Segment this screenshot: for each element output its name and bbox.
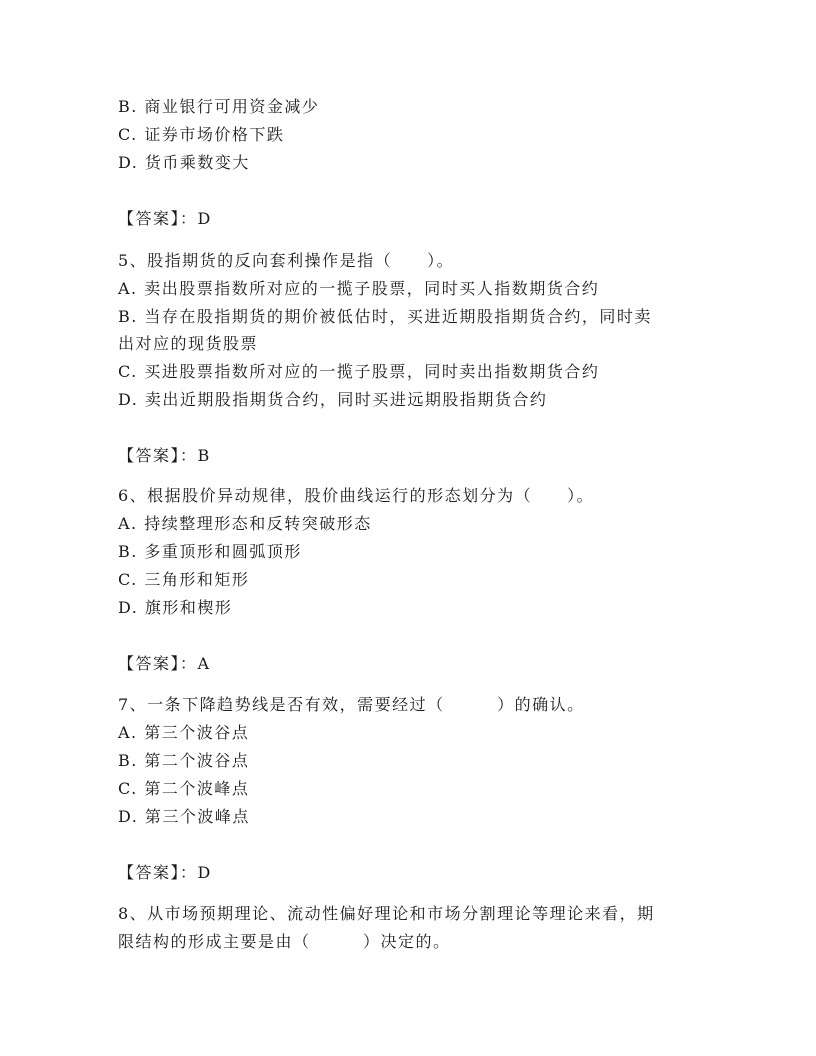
q5-stem: 5、股指期货的反向套利操作是指（ ）。 bbox=[118, 251, 455, 270]
q5-option-d: D. 卖出近期股指期货合约，同时买进远期股指期货合约 bbox=[118, 390, 548, 409]
q5-option-b-continued: 出对应的现货股票 bbox=[118, 334, 259, 353]
q4-option-d: D. 货币乘数变大 bbox=[118, 153, 250, 172]
q5-option-a: A. 卖出股票指数所对应的一揽子股票，同时买人指数期货合约 bbox=[118, 279, 600, 298]
q5-option-b: B. 当存在股指期货的期价被低估时，买进近期股指期货合约，同时卖 bbox=[118, 307, 652, 326]
q7-stem: 7、一条下降趋势线是否有效，需要经过（ ）的确认。 bbox=[118, 695, 585, 714]
q7-option-c: C. 第二个波峰点 bbox=[118, 779, 250, 798]
q8-stem-line-2: 限结构的形成主要是由（ ）决定的。 bbox=[118, 932, 451, 951]
q4-option-c: C. 证券市场价格下跌 bbox=[118, 125, 285, 144]
q7-answer: 【答案】：D bbox=[118, 863, 212, 882]
q6-answer: 【答案】：A bbox=[118, 654, 211, 673]
q6-option-b: B. 多重顶形和圆弧顶形 bbox=[118, 542, 302, 561]
q5-option-c: C. 买进股票指数所对应的一揽子股票，同时卖出指数期货合约 bbox=[118, 362, 600, 381]
q4-option-b: B. 商业银行可用资金减少 bbox=[118, 97, 320, 116]
q7-option-b: B. 第二个波谷点 bbox=[118, 751, 250, 770]
q6-stem: 6、根据股价异动规律，股价曲线运行的形态划分为（ ）。 bbox=[118, 486, 595, 505]
q4-answer: 【答案】：D bbox=[118, 209, 212, 228]
q7-option-a: A. 第三个波谷点 bbox=[118, 723, 250, 742]
q6-option-c: C. 三角形和矩形 bbox=[118, 570, 250, 589]
q8-stem-line-1: 8、从市场预期理论、流动性偏好理论和市场分割理论等理论来看，期 bbox=[118, 904, 655, 923]
q6-option-a: A. 持续整理形态和反转突破形态 bbox=[118, 514, 372, 533]
q5-answer: 【答案】：B bbox=[118, 446, 211, 465]
q6-option-d: D. 旗形和楔形 bbox=[118, 598, 233, 617]
q7-option-d: D. 第三个波峰点 bbox=[118, 807, 250, 826]
